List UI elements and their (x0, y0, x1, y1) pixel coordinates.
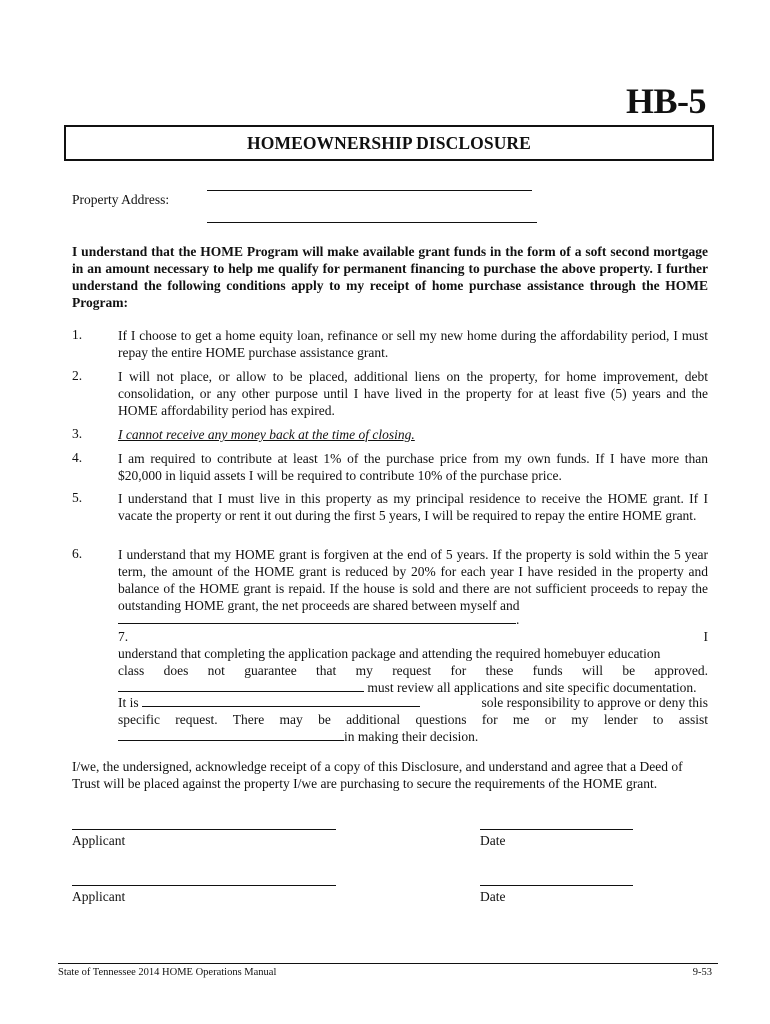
item-6-blank-row (118, 611, 708, 628)
item-7-lead: I (703, 629, 708, 644)
applicant-label: Applicant (72, 889, 126, 904)
form-code: HB-5 (625, 81, 706, 121)
applicant-signature-line-2[interactable] (72, 885, 336, 886)
date-label: Date (480, 833, 506, 848)
date-line-1[interactable] (480, 829, 633, 830)
page-number: 9-53 (692, 967, 712, 978)
item-number: 6. (72, 546, 83, 561)
date-line-2[interactable] (480, 885, 633, 886)
item-7-line-4-end: sole responsibility to approve or deny this (481, 695, 708, 710)
applicant-label: Applicant (72, 833, 126, 848)
shared-proceeds-blank[interactable] (118, 611, 516, 624)
footer-divider (58, 963, 718, 964)
property-address-line-1[interactable] (207, 190, 532, 191)
property-address-line-2[interactable] (207, 222, 537, 223)
applicant-signature-line-1[interactable] (72, 829, 336, 830)
item-number: 1. (72, 327, 83, 342)
item-number: 3. (72, 426, 83, 441)
date-label: Date (480, 889, 506, 904)
item-7-lead-row (118, 628, 708, 645)
property-address-label: Property Address: (72, 192, 170, 207)
assisting-party-blank[interactable] (118, 728, 344, 741)
item-number: 5. (72, 490, 83, 505)
item-7-line-2: class does not guarantee that my request for these funds will be approved. (118, 663, 708, 678)
item-7-line-3-text: must review all applications and site specific documentation. (367, 680, 697, 695)
item-text: I am required to contribute at least 1% of the purchase price from my own funds. If I have more than $20,000 in liquid assets I will be required to contribute 10% of the purchase price. (118, 451, 708, 483)
item-number: 7. (118, 629, 129, 644)
intro-paragraph: I understand that the HOME Program will make available grant funds in the form of a soft second mortgage in an amount necessary to help me qualify for permanent financing to purchase the above property. I further understand the following conditions apply to my receipt of home purchase assistance through the HOME Program: (72, 244, 708, 310)
item-7-line-4 (118, 694, 708, 711)
item-text: I understand that I must live in this property as my principal residence to receive the HOME grant. If I vacate the property or rent it out during the first 5 years, I will be required to repay the entire HOME grant. (118, 491, 708, 523)
item-number: 2. (72, 368, 83, 383)
footer-source: State of Tennessee 2014 HOME Operations Manual (58, 967, 277, 978)
document-title: HOMEOWNERSHIP DISCLOSURE (247, 132, 531, 153)
item-7-line-6 (118, 728, 708, 745)
agency-responsibility-blank[interactable] (142, 694, 420, 707)
item-text: I will not place, or allow to be placed, additional liens on the property, for home improvement, debt consolidation, or any other purpose until I have lived in the property for at least five (5) years and the HOME affordability period has expired. (118, 369, 708, 418)
item-number: 4. (72, 450, 83, 465)
item-text: I understand that my HOME grant is forgiven at the end of 5 years. If the property is sold within the 5 year term, the amount of the HOME grant is reduced by 20% for each year I have resided in the property and balance of the HOME grant is repaid. If the house is sold and there are not sufficient proceeds to repay the outstanding HOME grant, the net proceeds are shared between myself and (118, 547, 708, 613)
agency-name-blank[interactable] (118, 679, 364, 692)
item-7-line-4-start: It is (118, 695, 139, 710)
item-text-emphasis: I cannot receive any money back at the time of closing. (118, 427, 415, 442)
item-7-line-6-text: in making their decision. (344, 729, 479, 744)
item-7-line-5: specific request. There may be additional questions for me or my lender to assist (118, 712, 708, 727)
title-box (64, 125, 714, 161)
item-7-line-1: understand that completing the application package and attending the required homebuyer education (118, 646, 661, 661)
item-text: If I choose to get a home equity loan, refinance or sell my new home during the affordability period, I must repay the entire HOME purchase assistance grant. (118, 328, 708, 360)
acknowledgement-paragraph: I/we, the undersigned, acknowledge receipt of a copy of this Disclosure, and understand and agree that a Deed of Trust will be placed against the property I/we are purchasing to secure the requirements of the HOME grant. (72, 759, 683, 791)
item-6-end: . (516, 612, 520, 627)
